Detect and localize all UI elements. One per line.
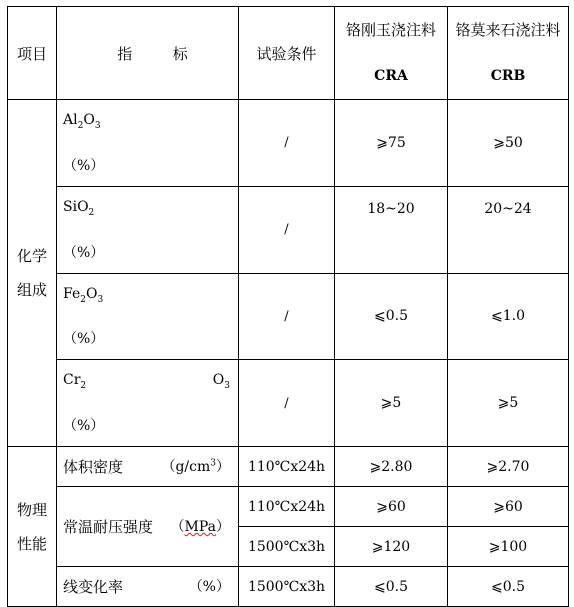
- cra-value: ⩾120: [335, 527, 448, 567]
- indicator-linear: [57, 567, 239, 607]
- formula-part: O: [85, 285, 98, 302]
- properties-table: [7, 6, 569, 607]
- indicator-al2o3: [57, 100, 239, 187]
- header-cra: [335, 7, 448, 100]
- cra-value: ⩾60: [335, 487, 448, 527]
- unit-label: （%）: [63, 157, 105, 174]
- condition-cell: /: [239, 186, 335, 273]
- cra-value: ⩾75: [335, 100, 448, 187]
- formula-part: O: [212, 372, 225, 389]
- indicator-sio2: [57, 186, 239, 273]
- crb-value: ⩾2.70: [448, 447, 569, 487]
- crb-value: ⩾60: [448, 487, 569, 527]
- header-indicator-left: 指: [117, 44, 133, 63]
- category-chemical: [8, 100, 57, 447]
- formula-sub: 2: [88, 207, 95, 218]
- cra-value: 18~20: [335, 186, 448, 273]
- formula-sub: 2: [80, 381, 87, 392]
- unit-label: （MPa）: [170, 519, 230, 536]
- unit-label: $(g/cm^3)$: [161, 458, 230, 476]
- unit-label: （%）: [63, 418, 105, 435]
- row-sio2: [8, 186, 569, 273]
- condition-cell: 110℃x24h: [239, 487, 335, 527]
- category-chemical-line2: 组成: [16, 281, 47, 300]
- row-strength-110: [8, 487, 569, 527]
- header-crb-code: CRB: [490, 68, 526, 84]
- crb-value: ⩽0.5: [448, 567, 569, 607]
- category-chemical-line1: 化学: [16, 247, 47, 266]
- unit-label: （%）: [63, 331, 105, 348]
- row-al2o3: [8, 100, 569, 187]
- crb-value: ⩾100: [448, 527, 569, 567]
- indicator-fe2o3: [57, 273, 239, 360]
- condition-cell: 1500℃x3h: [239, 527, 335, 567]
- unit-label: （%）: [63, 244, 105, 261]
- indicator-cr2o3: [57, 360, 239, 447]
- header-item: [8, 7, 57, 100]
- formula-part: Al: [63, 112, 78, 128]
- formula-sub: 3: [97, 294, 104, 305]
- header-indicator-right: 标: [172, 44, 188, 63]
- formula-sub: 2: [77, 120, 84, 131]
- formula-sub: 3: [224, 381, 230, 392]
- cra-value: ⩾2.80: [335, 447, 448, 487]
- crb-value: ⩽1.0: [448, 273, 569, 360]
- row-fe2o3: [8, 273, 569, 360]
- header-crb-name: 铬莫来石浇注料: [455, 21, 561, 39]
- header-row: [8, 7, 569, 100]
- indicator-name: 体积密度: [63, 458, 124, 477]
- formula-sub: 3: [94, 120, 101, 131]
- indicator-strength: [57, 487, 239, 567]
- row-linear: [8, 567, 569, 607]
- header-cra-name: 铬刚玉浇注料: [345, 21, 436, 39]
- header-indicator: [57, 7, 239, 100]
- formula-part: SiO: [63, 198, 89, 215]
- crb-value: ⩾50: [448, 100, 569, 187]
- formula-sub: 2: [80, 294, 86, 305]
- cra-value: ⩽0.5: [335, 273, 448, 360]
- unit-label: （%）: [188, 579, 230, 596]
- formula-part: Cr: [63, 372, 81, 389]
- condition-cell: /: [239, 100, 335, 187]
- category-physical: [8, 447, 57, 607]
- cra-value: ⩽0.5: [335, 567, 448, 607]
- row-cr2o3: [8, 360, 569, 447]
- cra-value: ⩾5: [335, 360, 448, 447]
- indicator-name: 常温耐压强度: [63, 518, 154, 537]
- header-cra-code: CRA: [374, 68, 408, 84]
- indicator-density: [57, 447, 239, 487]
- crb-value: 20~24: [448, 186, 569, 273]
- condition-cell: 110℃x24h: [239, 447, 335, 487]
- category-physical-line1: 物理: [16, 500, 47, 519]
- crb-value: ⩾5: [448, 360, 569, 447]
- header-condition: [239, 7, 335, 100]
- header-crb: [448, 7, 569, 100]
- condition-cell: /: [239, 273, 335, 360]
- formula-part: O: [83, 112, 95, 128]
- header-item-label: 项目: [16, 44, 47, 63]
- header-condition-label: 试验条件: [256, 44, 317, 63]
- formula-part: Fe: [63, 285, 81, 302]
- condition-cell: 1500℃x3h: [239, 567, 335, 607]
- category-physical-line2: 性能: [16, 534, 47, 553]
- row-density: [8, 447, 569, 487]
- indicator-name: 线变化率: [63, 578, 124, 597]
- condition-cell: /: [239, 360, 335, 447]
